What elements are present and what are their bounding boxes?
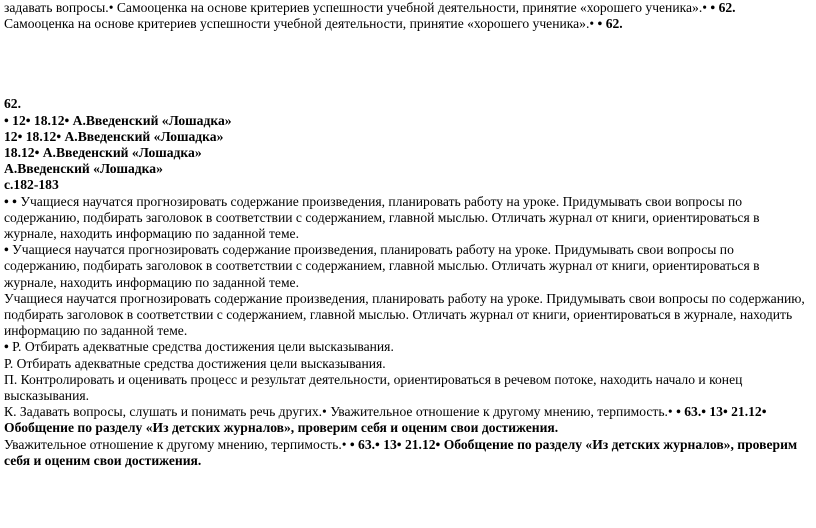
bold-heading-line: А.Введенский «Лошадка»	[4, 161, 163, 177]
line-bold-tail: • 62.	[597, 16, 623, 32]
paragraph	[4, 194, 812, 243]
paragraph: Р. Отбирать адекватные средства достижения цели высказывания.	[4, 355, 386, 371]
paragraph-text: Уважительное отношение к другому мнению, терпимость.•	[4, 436, 350, 452]
blank-gap	[4, 32, 812, 96]
paragraph: Учащиеся научатся прогнозировать содержание произведения, планировать работу на уроке. Придумывать свои вопросы по содержанию, подбирать заголовок в соответствии с содержанием, главной мыслью. Отличать журнал от книги, ориентироваться в журнале, находить информацию по заданной теме.	[4, 290, 805, 339]
paragraph-text: Учащиеся научатся прогнозировать содержание произведения, планировать работу на уроке. Придумывать свои вопросы по содержанию, подбирать заголовок в соответствии с содержанием, главной мыслью. Отличать журнал от книги, ориентироваться в журнале, находить информацию по заданной теме.	[4, 193, 760, 242]
bullet-prefix: • •	[4, 193, 21, 209]
line-text: задавать вопросы.• Самооценка на основе критериев успешности учебной деятельности, принятие «хорошего ученика».•	[4, 0, 711, 15]
paragraph	[4, 404, 812, 436]
paragraph	[4, 242, 812, 291]
paragraph-text: Р. Отбирать адекватные средства достижения цели высказывания.	[12, 339, 394, 355]
paragraph-bold-tail: • 63.• 13• 21.12• Обобщение по разделу «Из детских журналов», проверим себя и оценим свои достижения.	[4, 404, 767, 436]
paragraph	[4, 437, 812, 469]
text-line	[4, 16, 812, 32]
bold-heading-line: 12• 18.12• А.Введенский «Лошадка»	[4, 128, 224, 144]
line-bold-tail: • 62.	[710, 0, 736, 15]
paragraph: П. Контролировать и оценивать процесс и результат деятельности, ориентироваться в речевом потоке, находить начало и конец высказывания.	[4, 371, 743, 404]
paragraph	[4, 339, 812, 355]
text-line	[4, 0, 812, 16]
bold-heading-line: 18.12• А.Введенский «Лошадка»	[4, 145, 202, 161]
bold-heading-line: с.182-183	[4, 177, 59, 193]
bold-heading-line: 62.	[4, 96, 21, 112]
bullet-prefix: •	[4, 339, 13, 355]
paragraph-bold-tail: • 63.• 13• 21.12• Обобщение по разделу «Из детских журналов», проверим себя и оценим свои достижения.	[4, 436, 798, 468]
paragraph-text: Учащиеся научатся прогнозировать содержание произведения, планировать работу на уроке. Придумывать свои вопросы по содержанию, подбирать заголовок в соответствии с содержанием, главной мыслью. Отличать журнал от книги, ориентироваться в журнале, находить информацию по заданной теме.	[4, 242, 760, 290]
paragraph-text: К. Задавать вопросы, слушать и понимать речь других.• Уважительное отношение к другому мнению, терпимость.•	[4, 404, 677, 420]
bullet-prefix: •	[4, 242, 13, 258]
line-text: Самооценка на основе критериев успешности учебной деятельности, принятие «хорошего ученика».•	[4, 16, 598, 32]
bold-heading-line: • 12• 18.12• А.Введенский «Лошадка»	[4, 112, 232, 128]
